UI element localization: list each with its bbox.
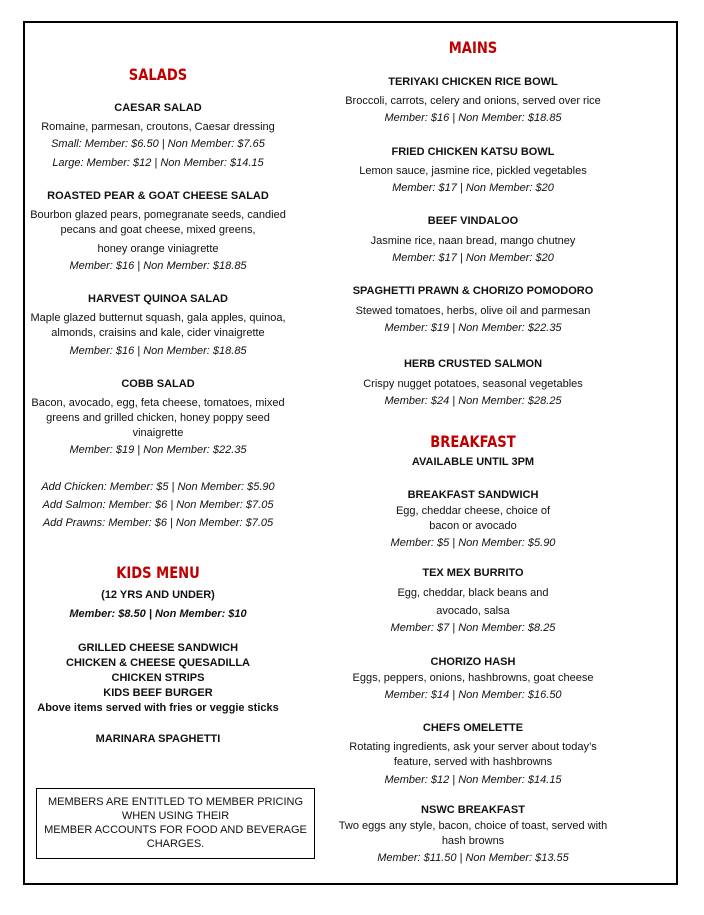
breakfast-heading: BREAKFAST [430,432,516,451]
omelette-desc-2: feature, served with hashbrowns [393,756,553,768]
teriyaki-price: Member: $16 | Non Member: $18.85 [384,112,562,124]
bfast-sandwich-desc-2: bacon or avocado [429,520,517,532]
hash-price: Member: $14 | Non Member: $16.50 [384,689,562,701]
vindaloo-name: BEEF VINDALOO [427,215,519,227]
quinoa-price: Member: $16 | Non Member: $18.85 [69,345,247,357]
hash-name: CHORIZO HASH [430,656,516,668]
note-line-3: MEMBER ACCOUNTS FOR FOOD AND BEVERAGE [44,824,307,836]
pear-desc-2: pecans and goat cheese, mixed greens, [60,224,256,236]
quinoa-desc-1: Maple glazed butternut squash, gala apples, quinoa, [30,312,286,324]
mains-heading: MAINS [448,38,498,57]
pomodoro-desc: Stewed tomatoes, herbs, olive oil and parmesan [355,305,591,317]
nswc-name: NSWC BREAKFAST [421,804,525,816]
pomodoro-name: SPAGHETTI PRAWN & CHORIZO POMODORO [352,285,594,297]
salmon-price: Member: $24 | Non Member: $28.25 [384,395,562,407]
pear-name: ROASTED PEAR & GOAT CHEESE SALAD [47,190,269,202]
kids-item-grilled-cheese: GRILLED CHEESE SANDWICH [77,642,239,654]
nswc-desc-2: hash browns [441,835,505,847]
kids-sides-note: Above items served with fries or veggie sticks [37,702,279,714]
burrito-desc-1: Egg, cheddar, black beans and [397,587,549,599]
quinoa-name: HARVEST QUINOA SALAD [88,293,228,305]
cobb-desc-2: greens and grilled chicken, honey poppy seed [46,412,270,424]
katsu-price: Member: $17 | Non Member: $20 [392,182,554,194]
omelette-price: Member: $12 | Non Member: $14.15 [384,774,562,786]
cobb-desc-3: vinaigrette [132,427,184,439]
caesar-name: CAESAR SALAD [114,102,202,114]
kids-item-marinara: MARINARA SPAGHETTI [95,733,221,745]
vindaloo-desc: Jasmine rice, naan bread, mango chutney [370,235,576,247]
bfast-sandwich-price: Member: $5 | Non Member: $5.90 [390,537,556,549]
burrito-price: Member: $7 | Non Member: $8.25 [390,622,556,634]
cobb-price: Member: $19 | Non Member: $22.35 [69,444,247,456]
kids-heading: KIDS MENU [116,563,200,582]
addon-prawns: Add Prawns: Member: $6 | Non Member: $7.05 [42,517,274,529]
burrito-desc-2: avocado, salsa [436,605,510,617]
cobb-name: COBB SALAD [121,378,195,390]
cobb-desc-1: Bacon, avocado, egg, feta cheese, tomatoes, mixed [31,397,285,409]
note-line-4: CHARGES. [146,838,205,850]
salads-heading: SALADS [128,65,188,84]
kids-item-chicken-strips: CHICKEN STRIPS [111,672,205,684]
salmon-desc: Crispy nugget potatoes, seasonal vegetables [363,378,583,390]
katsu-name: FRIED CHICKEN KATSU BOWL [391,146,555,158]
kids-item-quesadilla: CHICKEN & CHEESE QUESADILLA [66,657,250,669]
salmon-name: HERB CRUSTED SALMON [403,358,543,370]
pomodoro-price: Member: $19 | Non Member: $22.35 [384,322,562,334]
quinoa-desc-2: almonds, craisins and kale, cider vinaigrette [51,327,265,339]
member-pricing-note [36,788,315,859]
pear-price: Member: $16 | Non Member: $18.85 [69,260,247,272]
kids-price: Member: $8.50 | Non Member: $10 [69,608,247,620]
omelette-desc-1: Rotating ingredients, ask your server about today’s [349,741,597,753]
caesar-desc: Romaine, parmesan, croutons, Caesar dressing [41,121,275,133]
addon-salmon: Add Salmon: Member: $6 | Non Member: $7.05 [42,499,274,511]
caesar-price-large: Large: Member: $12 | Non Member: $14.15 [52,157,264,169]
note-line-2: WHEN USING THEIR [121,810,230,822]
teriyaki-name: TERIYAKI CHICKEN RICE BOWL [388,76,558,88]
vindaloo-price: Member: $17 | Non Member: $20 [392,252,554,264]
nswc-desc-1: Two eggs any style, bacon, choice of toast, served with [338,820,608,832]
note-line-1: MEMBERS ARE ENTITLED TO MEMBER PRICING [47,796,304,808]
addon-chicken: Add Chicken: Member: $5 | Non Member: $5.90 [41,481,275,493]
hash-desc: Eggs, peppers, onions, hashbrowns, goat cheese [352,672,594,684]
bfast-sandwich-name: BREAKFAST SANDWICH [407,489,539,501]
kids-age: (12 YRS AND UNDER) [101,589,215,601]
breakfast-availability: AVAILABLE UNTIL 3PM [411,456,535,468]
kids-item-beef-burger: KIDS BEEF BURGER [103,687,213,699]
caesar-price-small: Small: Member: $6.50 | Non Member: $7.65 [51,138,265,150]
teriyaki-desc: Broccoli, carrots, celery and onions, served over rice [345,95,601,107]
pear-desc-1: Bourbon glazed pears, pomegranate seeds, candied [30,209,286,221]
burrito-name: TEX MEX BURRITO [422,567,524,579]
omelette-name: CHEFS OMELETTE [422,722,524,734]
bfast-sandwich-desc-1: Egg, cheddar cheese, choice of [395,505,551,517]
pear-desc-3: honey orange viniagrette [97,243,219,255]
nswc-price: Member: $11.50 | Non Member: $13.55 [377,852,569,864]
katsu-desc: Lemon sauce, jasmine rice, pickled vegetables [359,165,587,177]
